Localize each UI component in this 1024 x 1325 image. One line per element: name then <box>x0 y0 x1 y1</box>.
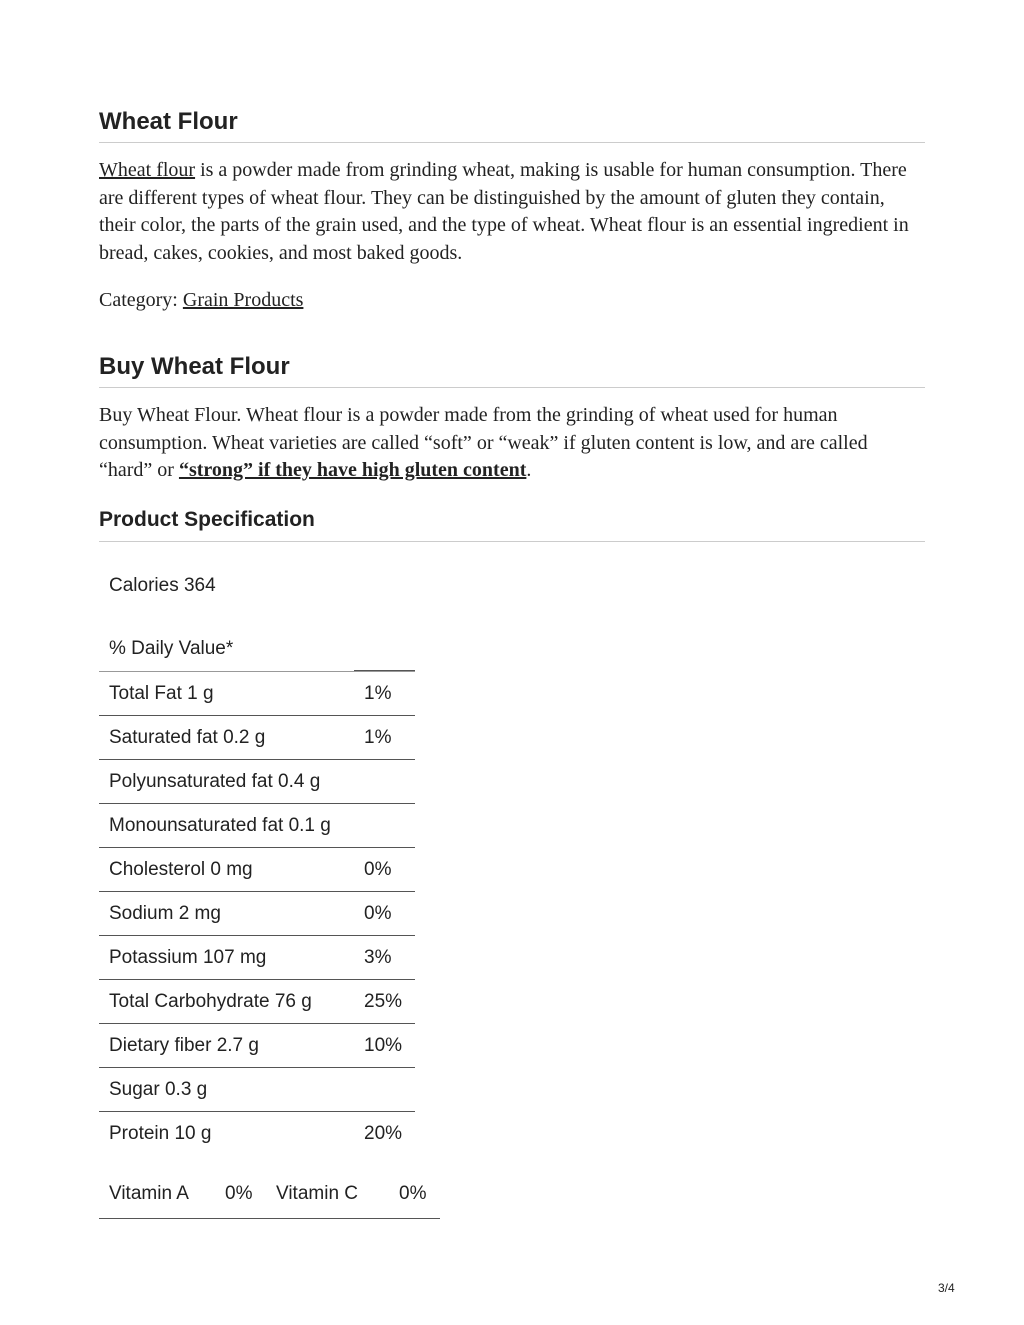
table-row <box>99 1024 415 1068</box>
daily-value-header: % Daily Value* <box>109 638 234 659</box>
buy-paragraph <box>99 402 925 485</box>
section-title-wheat-flour: Wheat Flour <box>99 108 925 143</box>
table-row <box>99 804 415 848</box>
table-row <box>99 936 415 980</box>
nutrient-pct: 0% <box>354 848 415 892</box>
nutrient-label: Total Fat 1 g <box>99 672 354 716</box>
table-row <box>99 892 415 936</box>
vitamin-a-pct: 0% <box>225 1183 253 1204</box>
table-row <box>99 1112 415 1156</box>
nutrient-label: Sodium 2 mg <box>99 892 354 936</box>
buy-text: Buy Wheat Flour. Wheat flour is a powder made from the grinding of wheat used for human consumption. Wheat varieties are called “soft” or “weak” if gluten content is low, and are called “hard” or <box>99 404 868 481</box>
vitamin-c-label: Vitamin C <box>276 1183 359 1204</box>
nutrient-label: Sugar 0.3 g <box>99 1068 354 1112</box>
intro-text: is a powder made from grinding wheat, making is usable for human consumption. There are different types of wheat flour. They can be distinguished by the amount of gluten they contain, their color, the parts of the grain used, and the type of wheat. Wheat flour is an essential ingredient in bread, cakes, cookies, and most baked goods. <box>99 159 909 264</box>
nutrient-pct: 20% <box>354 1112 415 1156</box>
category-link[interactable]: Grain Products <box>182 289 304 311</box>
nutrient-pct <box>354 804 415 848</box>
nutrient-pct: 0% <box>354 892 415 936</box>
nutrient-label: Dietary fiber 2.7 g <box>99 1024 354 1068</box>
nutrient-label: Saturated fat 0.2 g <box>99 716 354 760</box>
nutrient-pct: 10% <box>354 1024 415 1068</box>
section-title-product-specification: Product Specification <box>99 508 925 542</box>
vitamins-row <box>99 1183 440 1219</box>
table-row <box>99 980 415 1024</box>
section-title-buy-wheat-flour: Buy Wheat Flour <box>99 353 925 388</box>
nutrient-label: Total Carbohydrate 76 g <box>99 980 354 1024</box>
nutrient-label: Cholesterol 0 mg <box>99 848 354 892</box>
nutrient-pct: 1% <box>354 716 415 760</box>
table-row <box>99 760 415 804</box>
nutrient-label: Polyunsaturated fat 0.4 g <box>99 760 354 804</box>
nutrient-pct <box>354 760 415 804</box>
table-row <box>99 848 415 892</box>
category-line <box>99 287 925 315</box>
wheat-flour-link[interactable]: Wheat flour <box>99 159 196 181</box>
table-row <box>99 716 415 760</box>
vitamin-c-pct: 0% <box>399 1183 427 1204</box>
buy-text-end: . <box>526 459 532 481</box>
nutrient-pct: 1% <box>354 672 415 716</box>
table-row <box>99 1068 415 1112</box>
section-intro-paragraph <box>99 157 925 267</box>
category-label: Category: <box>99 289 183 311</box>
nutrient-label: Monounsaturated fat 0.1 g <box>99 804 354 848</box>
table-row <box>99 672 415 716</box>
nutrient-pct: 25% <box>354 980 415 1024</box>
gluten-content-link[interactable]: “strong” if they have high gluten content <box>178 459 527 481</box>
page-number: 3/4 <box>938 1281 955 1295</box>
nutrient-label: Protein 10 g <box>99 1112 354 1156</box>
nutrient-pct: 3% <box>354 936 415 980</box>
nutrient-pct <box>354 1068 415 1112</box>
nutrient-label: Potassium 107 mg <box>99 936 354 980</box>
calories-row: Calories 364 <box>109 575 216 596</box>
vitamin-a-label: Vitamin A <box>109 1183 189 1204</box>
nutrition-table <box>99 671 415 1155</box>
